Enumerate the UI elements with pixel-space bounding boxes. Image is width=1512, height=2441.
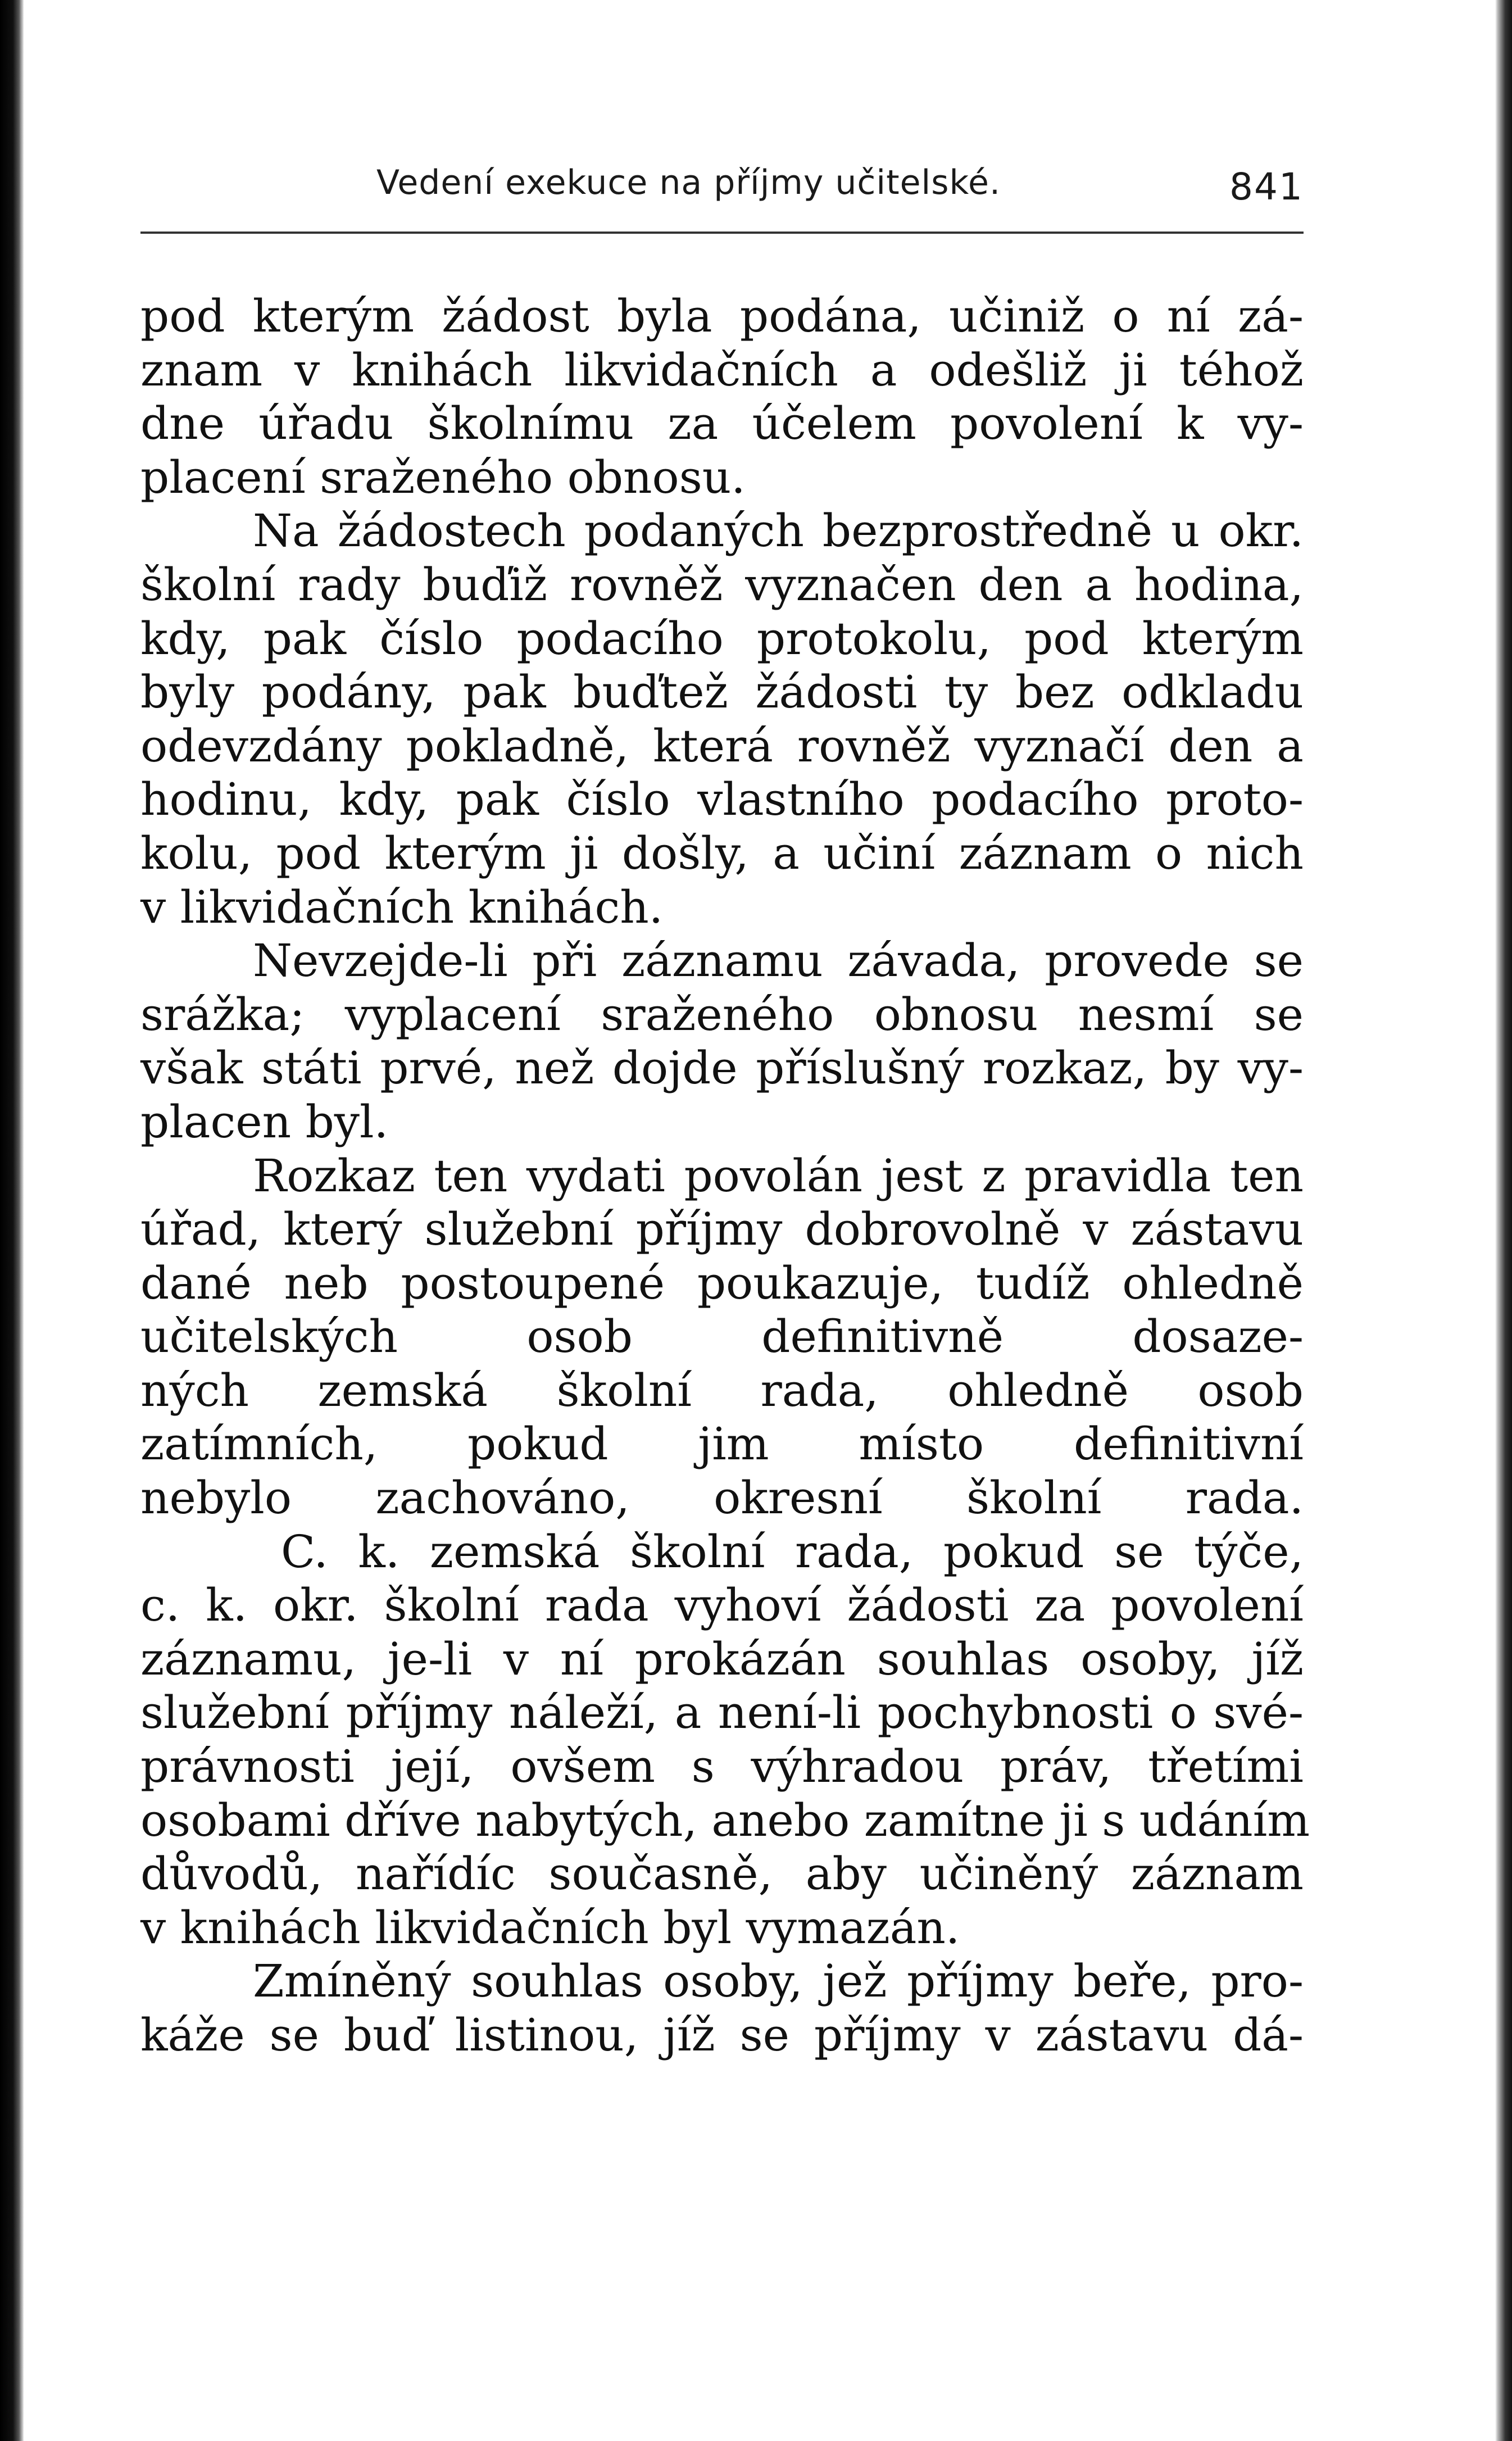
text-line: nebylo zachováno, okresní školní rada. [140,1472,1304,1525]
text-line: srážka; vyplacení sraženého obnosu nesmí se [140,988,1304,1041]
text-line: v knihách likvidačních byl vymazán. [140,1901,960,1954]
text-line: v likvidačních knihách. [140,881,664,933]
paragraph [140,934,1304,1149]
text-line: Na žádostech podaných bezprostředně u okr. [253,505,1304,557]
text-line: kdy, pak číslo podacího protokolu, pod kterým [140,612,1304,665]
text-line: odevzdány pokladně, která rovněž vyznačí den a [140,719,1304,772]
page-header [140,163,1304,225]
body-text [140,289,1310,2062]
page-number: 841 [1229,165,1304,208]
text-line: placen byl. [140,1095,389,1148]
text-line: hodinu, kdy, pak číslo vlastního podacího proto- [140,773,1304,826]
paragraph [140,1954,1304,2062]
text-line: byly podány, pak buďtež žádosti ty bez odkladu [140,666,1304,719]
text-line: ných zemská školní rada, ohledně osob [140,1364,1304,1417]
page-edge-shadow [1495,0,1512,2441]
text-line: káže se buď listinou, jíž se příjmy v zástavu dá- [140,2009,1304,2061]
running-title: Vedení exekuce na příjmy učitelské. [376,163,1001,202]
paragraph [140,1525,1310,1955]
text-line: placení sraženého obnosu. [140,451,746,503]
text-line: kolu, pod kterým ji došly, a učiní záznam o nich [140,827,1304,879]
text-line: právnosti její, ovšem s výhradou práv, třetími [140,1740,1304,1793]
text-line: učitelských osob definitivně dosaze- [140,1310,1304,1363]
text-line: dané neb postoupené poukazuje, tudíž ohledně [140,1256,1304,1309]
text-line: Nevzejde-li při záznamu závada, provede se [253,934,1304,987]
text-line: školní rady buďiž rovněž vyznačen den a hodina, [140,558,1304,611]
text-line: Rozkaz ten vydati povolán jest z pravidla ten [253,1149,1304,1202]
text-line: důvodů, nařídíc současně, aby učiněný záznam [140,1848,1304,1900]
paragraph [140,1149,1304,1525]
header-rule [140,232,1304,234]
text-line: úřad, který služební příjmy dobrovolně v zástavu [140,1203,1304,1256]
text-line: však státi prvé, než dojde příslušný rozkaz, by vy- [140,1042,1304,1095]
book-spine-shadow [0,0,24,2441]
text-line: osobami dříve nabytých, anebo zamítne ji s udáním [140,1794,1310,1846]
text-line: znam v knihách likvidačních a odešliž ji téhož [140,343,1304,396]
text-line: Zmíněný souhlas osoby, jež příjmy beře, pro- [253,1955,1304,2008]
paragraph [140,504,1304,934]
paragraph [140,289,1304,504]
text-line: zatímních, pokud jim místo definitivní [140,1418,1304,1471]
text-line: c. k. okr. školní rada vyhoví žádosti za povolení [140,1579,1304,1632]
text-line: pod kterým žádost byla podána, učiniž o ní zá- [140,290,1304,342]
text-line: záznamu, je-li v ní prokázán souhlas osoby, jíž [140,1632,1304,1685]
text-line: C. k. zemská školní rada, pokud se týče, [281,1525,1304,1578]
text-line: dne úřadu školnímu za účelem povolení k vy- [140,397,1304,450]
text-line: služební příjmy náleží, a není-li pochybnosti o své- [140,1686,1304,1739]
